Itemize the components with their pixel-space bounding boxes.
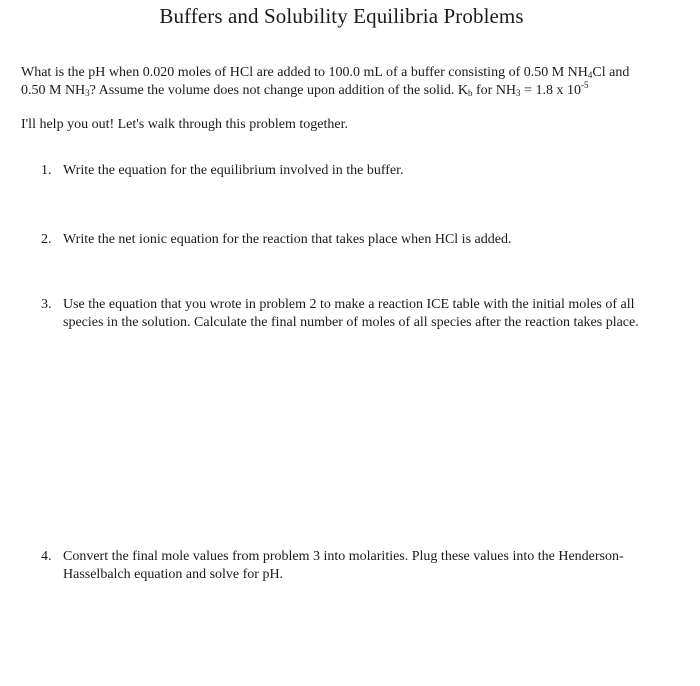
- nh3-subscript: 3: [85, 88, 90, 98]
- kb-value: = 1.8 x 10: [520, 83, 581, 98]
- problem-line-2-for: for NH: [472, 83, 517, 98]
- kb-subscript: b: [468, 88, 473, 98]
- question-number: 4.: [41, 549, 52, 564]
- problem-line-2: [21, 82, 676, 100]
- question-number: 1.: [41, 163, 52, 178]
- question-text: Convert the final mole values from problem 3 into molarities. Plug these values into the Henderson-Hasselbalch equation and solve for pH.: [63, 549, 624, 582]
- nh3-subscript-2: 3: [516, 88, 521, 98]
- question-text: Write the net ionic equation for the reaction that takes place when HCl is added.: [63, 232, 512, 247]
- problem-statement: [21, 64, 676, 100]
- question-item: [41, 162, 666, 180]
- question-item: [41, 548, 666, 584]
- problem-line-2-text: 0.50 M NH: [21, 83, 86, 98]
- page-title: Buffers and Solubility Equilibria Problems: [159, 4, 524, 28]
- nh4-subscript: 4: [587, 70, 593, 80]
- kb-exponent: -5: [580, 80, 589, 90]
- problem-line-2-mid: ? Assume the volume does not change upon addition of the solid. K: [89, 83, 468, 98]
- question-text: Use the equation that you wrote in problem 2 to make a reaction ICE table with the initial moles of all species in the solution. Calculate the final number of moles of all species after the reaction takes place.: [63, 297, 639, 330]
- question-number: 2.: [41, 232, 52, 247]
- problem-line-1: [21, 64, 676, 82]
- question-number: 3.: [41, 297, 52, 312]
- question-item: [41, 231, 666, 249]
- question-text: Write the equation for the equilibrium involved in the buffer.: [63, 163, 404, 178]
- problem-line-1-text: What is the pH when 0.020 moles of HCl are added to 100.0 mL of a buffer consisting of 0.50 M NH: [21, 65, 588, 80]
- problem-line-1-end: Cl and: [592, 65, 630, 80]
- question-item: [41, 296, 666, 332]
- helper-text: I'll help you out! Let's walk through this problem together.: [21, 117, 348, 132]
